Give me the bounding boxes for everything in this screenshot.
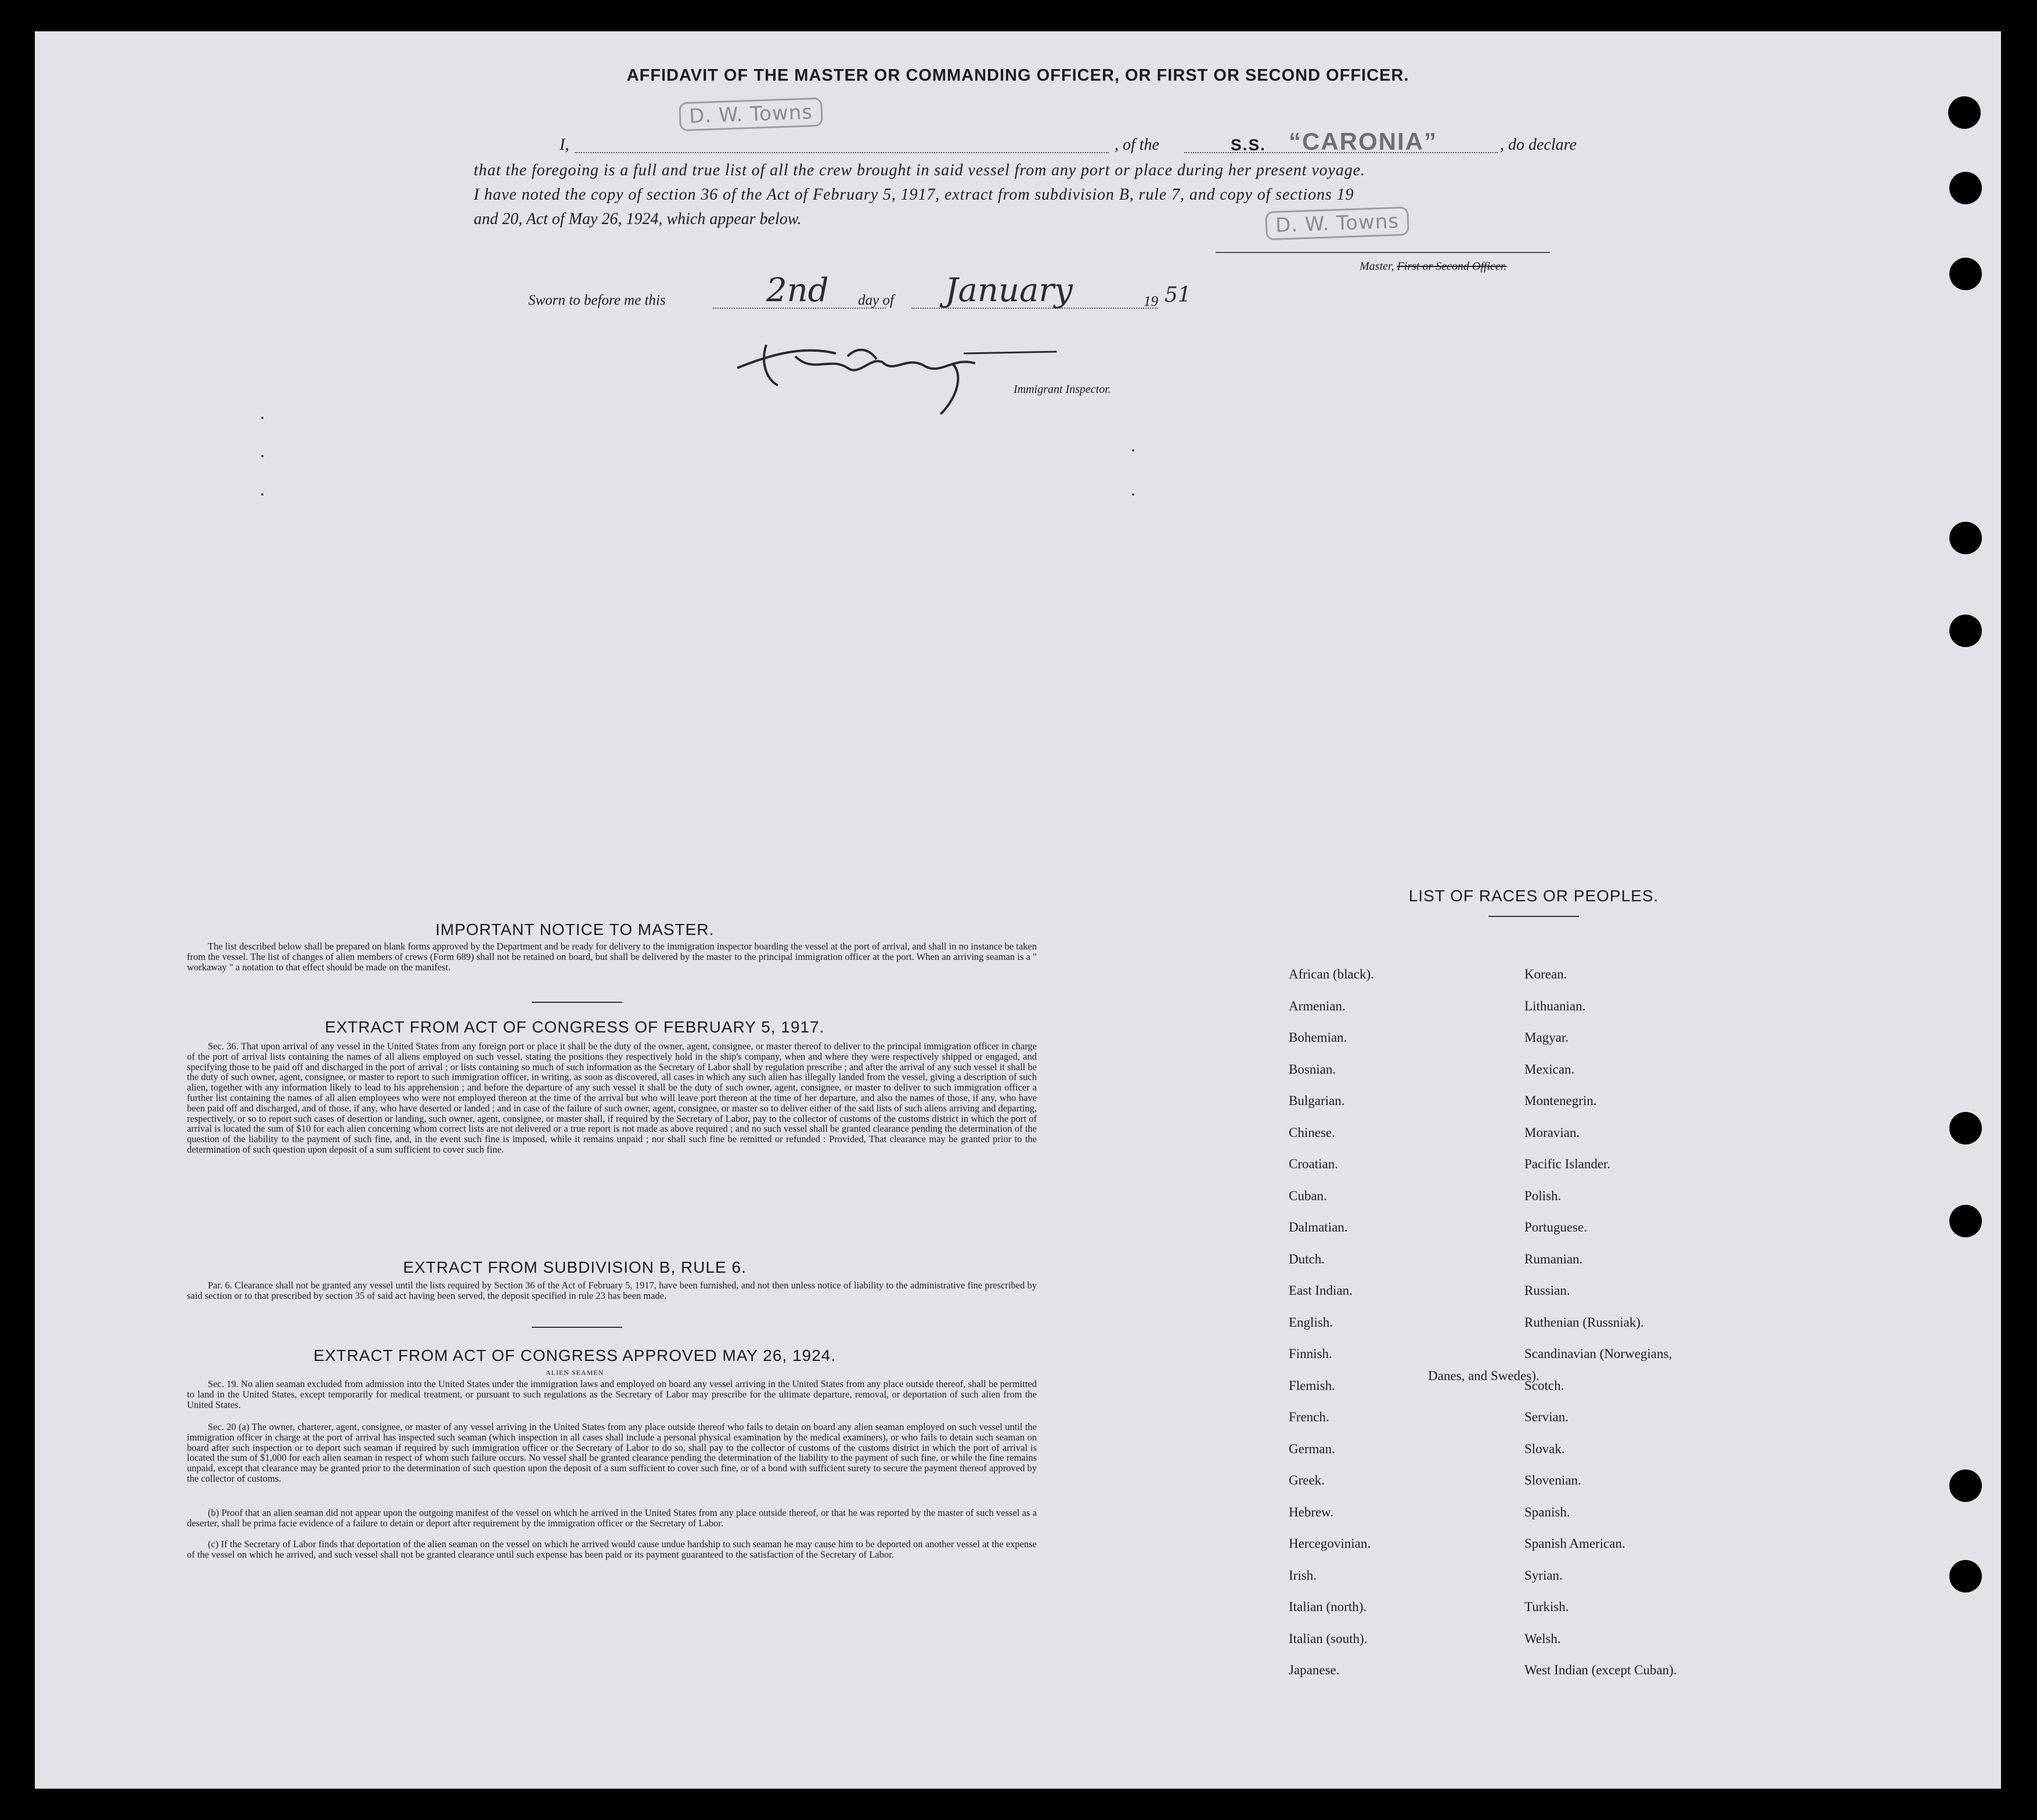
extract-1917-text: Sec. 36. That upon arrival of any vessel in the United States from any foreign port or place it shall be the duty of the owner, agent, consignee, or master thereof to deliver to the principal immigration officer in charge of the port of arrival lists containing the names of all aliens employed on such vessel, stating the positions they respectively hold in the ship's company, when and where they were respectively shipped or engaged, and specifying those to be paid off and discharged in the port of arrival ; or lists containing so much of such information as the Secretary of Labor shall by regulation prescribe ; and after the arrival of any such vessel it shall be the duty of such owner, agent, consignee, or master to report to such immigration officer, in writing, as soon as discovered, all cases in which any such alien has illegally landed from the vessel, giving a description of such alien, together with any information likely to lead to his apprehension ; and before the departure of any such vessel it shall be the duty of such owner, agent, consignee, or master to deliver to such immigration officer a further list containing the names of all alien employees who were not employed thereon at the time of the arrival but who will leave port thereon at the time of her departure, and also the names of those, if any, who have been paid off and discharged, and of those, if any, who have deserted or landed ; and in case of the failure of such owner, agent, consignee, or master so to deliver either of the said lists of such aliens arriving and departing, respectively, or so to report such cases of desertion or landing, such owner, agent, consignee, or master shall, if required by the Secretary of Labor, pay to the collector of customs of the customs district in which the port of arrival is located the sum of $10 for each alien concerning whom correct lists are not delivered or a true report is not made as above required ; and no such vessel shall be granted clearance pending the determination of the question of the liability to the payment of such fine, and, in the event such fine is imposed, while it remains unpaid ; nor shall such fine be remitted or refunded : Provided, That clearance may be granted prior to the determination of such question upon deposit of a sum sufficient to cover such fine.: [187, 1041, 1037, 1155]
alien-seamen-subtitle: ALIEN SEAMEN: [545, 1368, 604, 1377]
race-right-item: Scandinavian (Norwegians,: [1524, 1346, 1672, 1361]
race-right-item: Moravian.: [1524, 1125, 1580, 1140]
affidavit-of-the: , of the: [1115, 136, 1159, 154]
races-divider: [1488, 916, 1579, 917]
extract-1924-sec19: Sec. 19. No alien seaman excluded from admission into the United States under the immigration laws and employed on board any vessel arriving in the United States from any place outside thereof, shall be permitted to land in the United States, except temporarily for medical treatment, or pursuant to such regulations as the Secretary of Labor may prescribe for the ultimate departure, removal, or deportation of such alien from the United States.: [187, 1378, 1037, 1410]
punch-hole: [1949, 1469, 1982, 1502]
scan-speck: [1132, 449, 1134, 452]
races-title: LIST OF RACES OR PEOPLES.: [1408, 887, 1659, 905]
year-suffix: 51: [1164, 283, 1191, 307]
ship-prefix: S.S.: [1231, 136, 1266, 154]
affidavit-do-declare: , do declare: [1500, 136, 1577, 154]
race-right-item: Montenegrin.: [1524, 1093, 1597, 1108]
extract-1924-sec20c: (c) If the Secretary of Labor finds that deportation of the alien seaman on the vessel on which he arrived would cause undue hardship to such seaman he may cause him to be deported on another vessel at the expense of the vessel on which he arrived, and such vessel shall not be granted clearance until such expense has been paid or its payment guaranteed to the satisfaction of the Secretary of Labor.: [187, 1539, 1037, 1560]
race-left-item: Japanese.: [1289, 1663, 1340, 1677]
ship-name: “CARONIA”: [1289, 128, 1437, 155]
affidavit-line-4: and 20, Act of May 26, 1924, which appear below.: [474, 210, 802, 228]
scan-speck: [261, 455, 264, 457]
affidavit-line-3: I have noted the copy of section 36 of the Act of February 5, 1917, extract from subdivision B, rule 7, and copy of sections 19: [474, 186, 1354, 204]
scan-speck: [1132, 493, 1134, 496]
race-right-item: West Indian (except Cuban).: [1524, 1663, 1677, 1677]
race-left-item: Greek.: [1289, 1473, 1325, 1487]
race-left-item: Bohemian.: [1289, 1030, 1347, 1045]
extract-1917-title: EXTRACT FROM ACT OF CONGRESS OF FEBRUARY 5, 1917.: [325, 1018, 825, 1036]
race-right-item: Ruthenian (Russniak).: [1524, 1315, 1644, 1330]
extract-1924-sec20b: (b) Proof that an alien seaman did not appear upon the outgoing manifest of the vessel on which he arrived in the United States from any place outside thereof, or that he was reported by the master of such vessel as a deserter, shall be prima facie evidence of a failure to detain or deport after requirement by the immigration officer or the Secretary of Labor.: [187, 1507, 1037, 1529]
subdivision-divider: [532, 1327, 622, 1328]
race-left-item: Hebrew.: [1289, 1505, 1334, 1519]
race-left-item: Dalmatian.: [1289, 1220, 1348, 1234]
notice-divider: [532, 1002, 622, 1003]
race-left-item: Irish.: [1289, 1568, 1317, 1583]
race-left-item: Flemish.: [1289, 1378, 1335, 1393]
race-left-item: French.: [1289, 1410, 1329, 1424]
notice-text: The list described below shall be prepared on blank forms approved by the Department and be ready for delivery to the immigration inspector boarding the vessel at the port of arrival, and shall in no instance be taken from the vessel. The list of changes of alien members of crews (Form 689) shall not be retained on board, but shall be delivered by the master to the principal immigration officer at the port. When an arriving seaman is a " workaway " a notation to that effect should be made on the manifest.: [187, 941, 1037, 973]
inspector-signature: [731, 322, 1080, 414]
race-left-item: Croatian.: [1289, 1157, 1338, 1171]
punch-hole: [1949, 522, 1982, 554]
race-left-item: Chinese.: [1289, 1125, 1335, 1140]
extract-1924-title: EXTRACT FROM ACT OF CONGRESS APPROVED MAY 26, 1924.: [313, 1346, 837, 1364]
race-scandinavian-continued: Danes, and Swedes).: [1428, 1368, 1540, 1383]
punch-hole: [1949, 615, 1982, 647]
race-left-item: East Indian.: [1289, 1283, 1353, 1298]
document-page: [35, 31, 2001, 1789]
punch-hole: [1949, 172, 1982, 204]
affidavit-line-2: that the foregoing is a full and true list of all the crew brought in said vessel from any port or place during her present voyage.: [474, 161, 1365, 179]
master-signature-stamp: D. W. Towns: [1265, 207, 1409, 241]
officer-name-stamp: D. W. Towns: [679, 98, 823, 132]
race-right-item: Slovak.: [1524, 1442, 1565, 1456]
race-right-item: Welsh.: [1524, 1631, 1561, 1646]
race-right-item: Korean.: [1524, 967, 1567, 981]
race-left-item: Armenian.: [1289, 999, 1346, 1013]
race-left-item: Bosnian.: [1289, 1062, 1336, 1077]
master-label-group: [1360, 260, 1506, 273]
race-right-item: Portuguese.: [1524, 1220, 1587, 1234]
master-label: Master,: [1360, 260, 1394, 273]
race-right-item: Spanish American.: [1524, 1536, 1625, 1551]
race-right-item: Spanish.: [1524, 1505, 1570, 1519]
race-left-item: Cuban.: [1289, 1189, 1327, 1203]
scan-speck: [261, 417, 264, 419]
struck-officer-label: First or Second Officer.: [1397, 260, 1507, 273]
race-right-item: Lithuanian.: [1524, 999, 1586, 1013]
affidavit-i-label: I,: [560, 136, 569, 154]
race-right-item: Mexican.: [1524, 1062, 1575, 1077]
race-left-item: Bulgarian.: [1289, 1093, 1345, 1108]
punch-hole: [1949, 1560, 1982, 1593]
sworn-day: 2nd: [766, 272, 829, 309]
race-left-item: Dutch.: [1289, 1252, 1325, 1266]
notice-title: IMPORTANT NOTICE TO MASTER.: [435, 920, 715, 938]
race-left-item: English.: [1289, 1315, 1333, 1330]
punch-hole: [1948, 96, 1981, 129]
race-left-item: German.: [1289, 1442, 1335, 1456]
race-right-item: Rumanian.: [1524, 1252, 1583, 1266]
race-left-item: Italian (north).: [1289, 1599, 1367, 1614]
race-right-item: Pacific Islander.: [1524, 1157, 1611, 1171]
race-right-item: Syrian.: [1524, 1568, 1563, 1583]
punch-hole: [1949, 258, 1982, 290]
sworn-month: January: [945, 272, 1073, 309]
subdivision-text: Par. 6. Clearance shall not be granted any vessel until the lists required by Section 36 of the Act of February 5, 1917, have been furnished, and not then unless notice of liability to the administrative fine prescribed by said section or to that prescribed by section 35 of said act having been served, the deposit specified in rule 23 has been made.: [187, 1280, 1037, 1301]
punch-hole: [1949, 1205, 1982, 1237]
race-right-item: Turkish.: [1524, 1599, 1569, 1614]
race-left-item: Italian (south).: [1289, 1631, 1368, 1646]
race-right-item: Scotch.: [1524, 1378, 1564, 1393]
race-right-item: Servian.: [1524, 1410, 1569, 1424]
inspector-label: Immigrant Inspector.: [1014, 383, 1111, 396]
race-right-item: Russian.: [1524, 1283, 1570, 1298]
sworn-label: Sworn to before me this: [528, 292, 666, 308]
race-right-item: Slovenian.: [1524, 1473, 1581, 1487]
affidavit-title: AFFIDAVIT OF THE MASTER OR COMMANDING OFFICER, OR FIRST OR SECOND OFFICER.: [626, 66, 1409, 85]
day-of-label: day of: [858, 292, 894, 308]
race-right-item: Magyar.: [1524, 1030, 1569, 1045]
race-left-item: Hercegovinian.: [1289, 1536, 1371, 1551]
race-left-item: African (black).: [1289, 967, 1374, 981]
subdivision-title: EXTRACT FROM SUBDIVISION B, RULE 6.: [403, 1258, 747, 1276]
year-prefix: 19: [1144, 294, 1158, 309]
name-blank-line: [575, 152, 1109, 153]
scan-speck: [261, 493, 264, 496]
race-left-item: Finnish.: [1289, 1346, 1332, 1361]
race-right-item: Polish.: [1524, 1189, 1562, 1203]
master-signature-line: [1216, 252, 1550, 253]
punch-hole: [1949, 1112, 1982, 1144]
extract-1924-sec20a: Sec. 20 (a) The owner, charterer, agent, consignee, or master of any vessel arriving in the United States from any place outside thereof who fails to detain on board any alien seaman employed on such vessel until the immigration officer in charge at the port of arrival has inspected such seaman (which inspection in all cases shall include a personal physical examination by the medical examiners), or who fails to detain such seaman on board after such inspection or to deport such seaman if required by such immigration officer or the Secretary of Labor to do so, shall pay to the collector of customs of the customs district in which the port of arrival is located the sum of $1,000 for each alien seaman in respect of whom such failure occurs. No vessel shall be granted clearance pending the determination of the liability to the payment of such fine, or while the fine remains unpaid, except that clearance may be granted prior to the determination of such question upon the deposit of a sum sufficient to cover such fine, or of a bond with sufficient surety to secure the payment thereof approved by the collector of customs.: [187, 1421, 1037, 1484]
